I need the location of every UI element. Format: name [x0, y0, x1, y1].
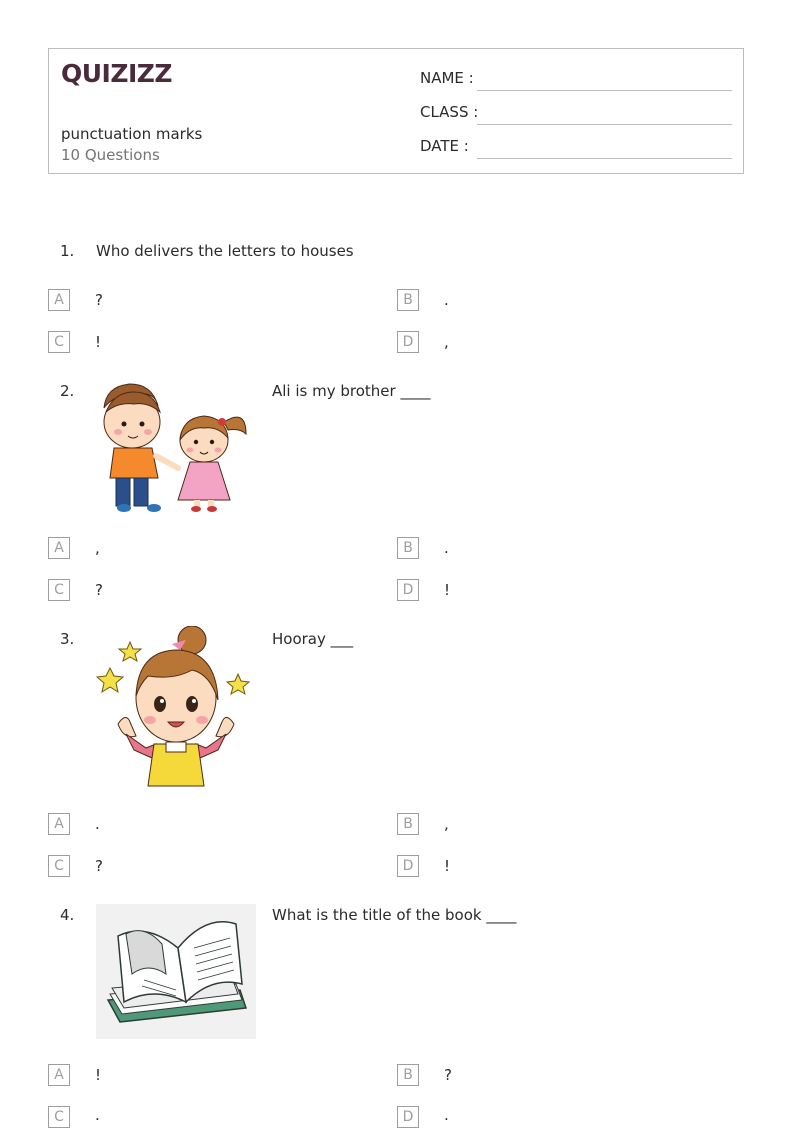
class-label: CLASS : — [420, 103, 479, 121]
worksheet-header — [48, 48, 744, 174]
question-number: 3. — [60, 630, 75, 648]
option-letter-c[interactable]: C — [48, 579, 70, 601]
name-field[interactable] — [420, 69, 732, 91]
question-text: Ali is my brother ____ — [272, 382, 431, 400]
question-text: Hooray ___ — [272, 630, 354, 648]
option-letter-b[interactable]: B — [397, 537, 419, 559]
question-number: 1. — [60, 242, 75, 260]
option-letter-a[interactable]: A — [48, 813, 70, 835]
option-letter-d[interactable]: D — [397, 331, 419, 353]
name-line[interactable] — [477, 90, 732, 91]
date-label: DATE : — [420, 137, 469, 155]
question-number: 2. — [60, 382, 75, 400]
option-text-c[interactable]: ? — [95, 581, 103, 599]
worksheet-title: punctuation marks — [61, 125, 203, 143]
option-letter-a[interactable]: A — [48, 1064, 70, 1086]
option-text-a[interactable]: ? — [95, 291, 103, 309]
boy-and-girl-illustration — [96, 378, 256, 514]
option-letter-d[interactable]: D — [397, 855, 419, 877]
option-text-b[interactable]: . — [444, 291, 449, 309]
option-letter-b[interactable]: B — [397, 813, 419, 835]
date-field[interactable] — [420, 137, 732, 159]
class-field[interactable] — [420, 103, 732, 125]
happy-girl-illustration — [96, 626, 256, 790]
option-letter-c[interactable]: C — [48, 855, 70, 877]
option-text-a[interactable]: ! — [95, 1066, 102, 1084]
question-number: 4. — [60, 906, 75, 924]
option-text-d[interactable]: , — [444, 333, 449, 351]
quizizz-logo: QUIZIZZ — [61, 59, 173, 88]
option-text-b[interactable]: . — [444, 539, 449, 557]
option-text-a[interactable]: , — [95, 539, 100, 557]
date-line[interactable] — [477, 158, 732, 159]
class-line[interactable] — [477, 124, 732, 125]
option-text-c[interactable]: ? — [95, 857, 103, 875]
option-letter-d[interactable]: D — [397, 1106, 419, 1128]
option-text-c[interactable]: . — [95, 1106, 100, 1124]
option-text-c[interactable]: ! — [95, 333, 102, 351]
option-text-d[interactable]: ! — [444, 857, 451, 875]
question-text: Who delivers the letters to houses — [96, 242, 354, 260]
option-letter-c[interactable]: C — [48, 331, 70, 353]
option-letter-a[interactable]: A — [48, 537, 70, 559]
option-letter-b[interactable]: B — [397, 289, 419, 311]
option-text-b[interactable]: , — [444, 815, 449, 833]
option-letter-a[interactable]: A — [48, 289, 70, 311]
option-text-a[interactable]: . — [95, 815, 100, 833]
name-label: NAME : — [420, 69, 474, 87]
option-letter-c[interactable]: C — [48, 1106, 70, 1128]
option-letter-b[interactable]: B — [397, 1064, 419, 1086]
question-count: 10 Questions — [61, 146, 160, 164]
open-book-illustration — [96, 904, 256, 1039]
option-text-b[interactable]: ? — [444, 1066, 452, 1084]
option-letter-d[interactable]: D — [397, 579, 419, 601]
question-text: What is the title of the book ____ — [272, 906, 517, 924]
option-text-d[interactable]: ! — [444, 581, 451, 599]
option-text-d[interactable]: . — [444, 1106, 449, 1124]
